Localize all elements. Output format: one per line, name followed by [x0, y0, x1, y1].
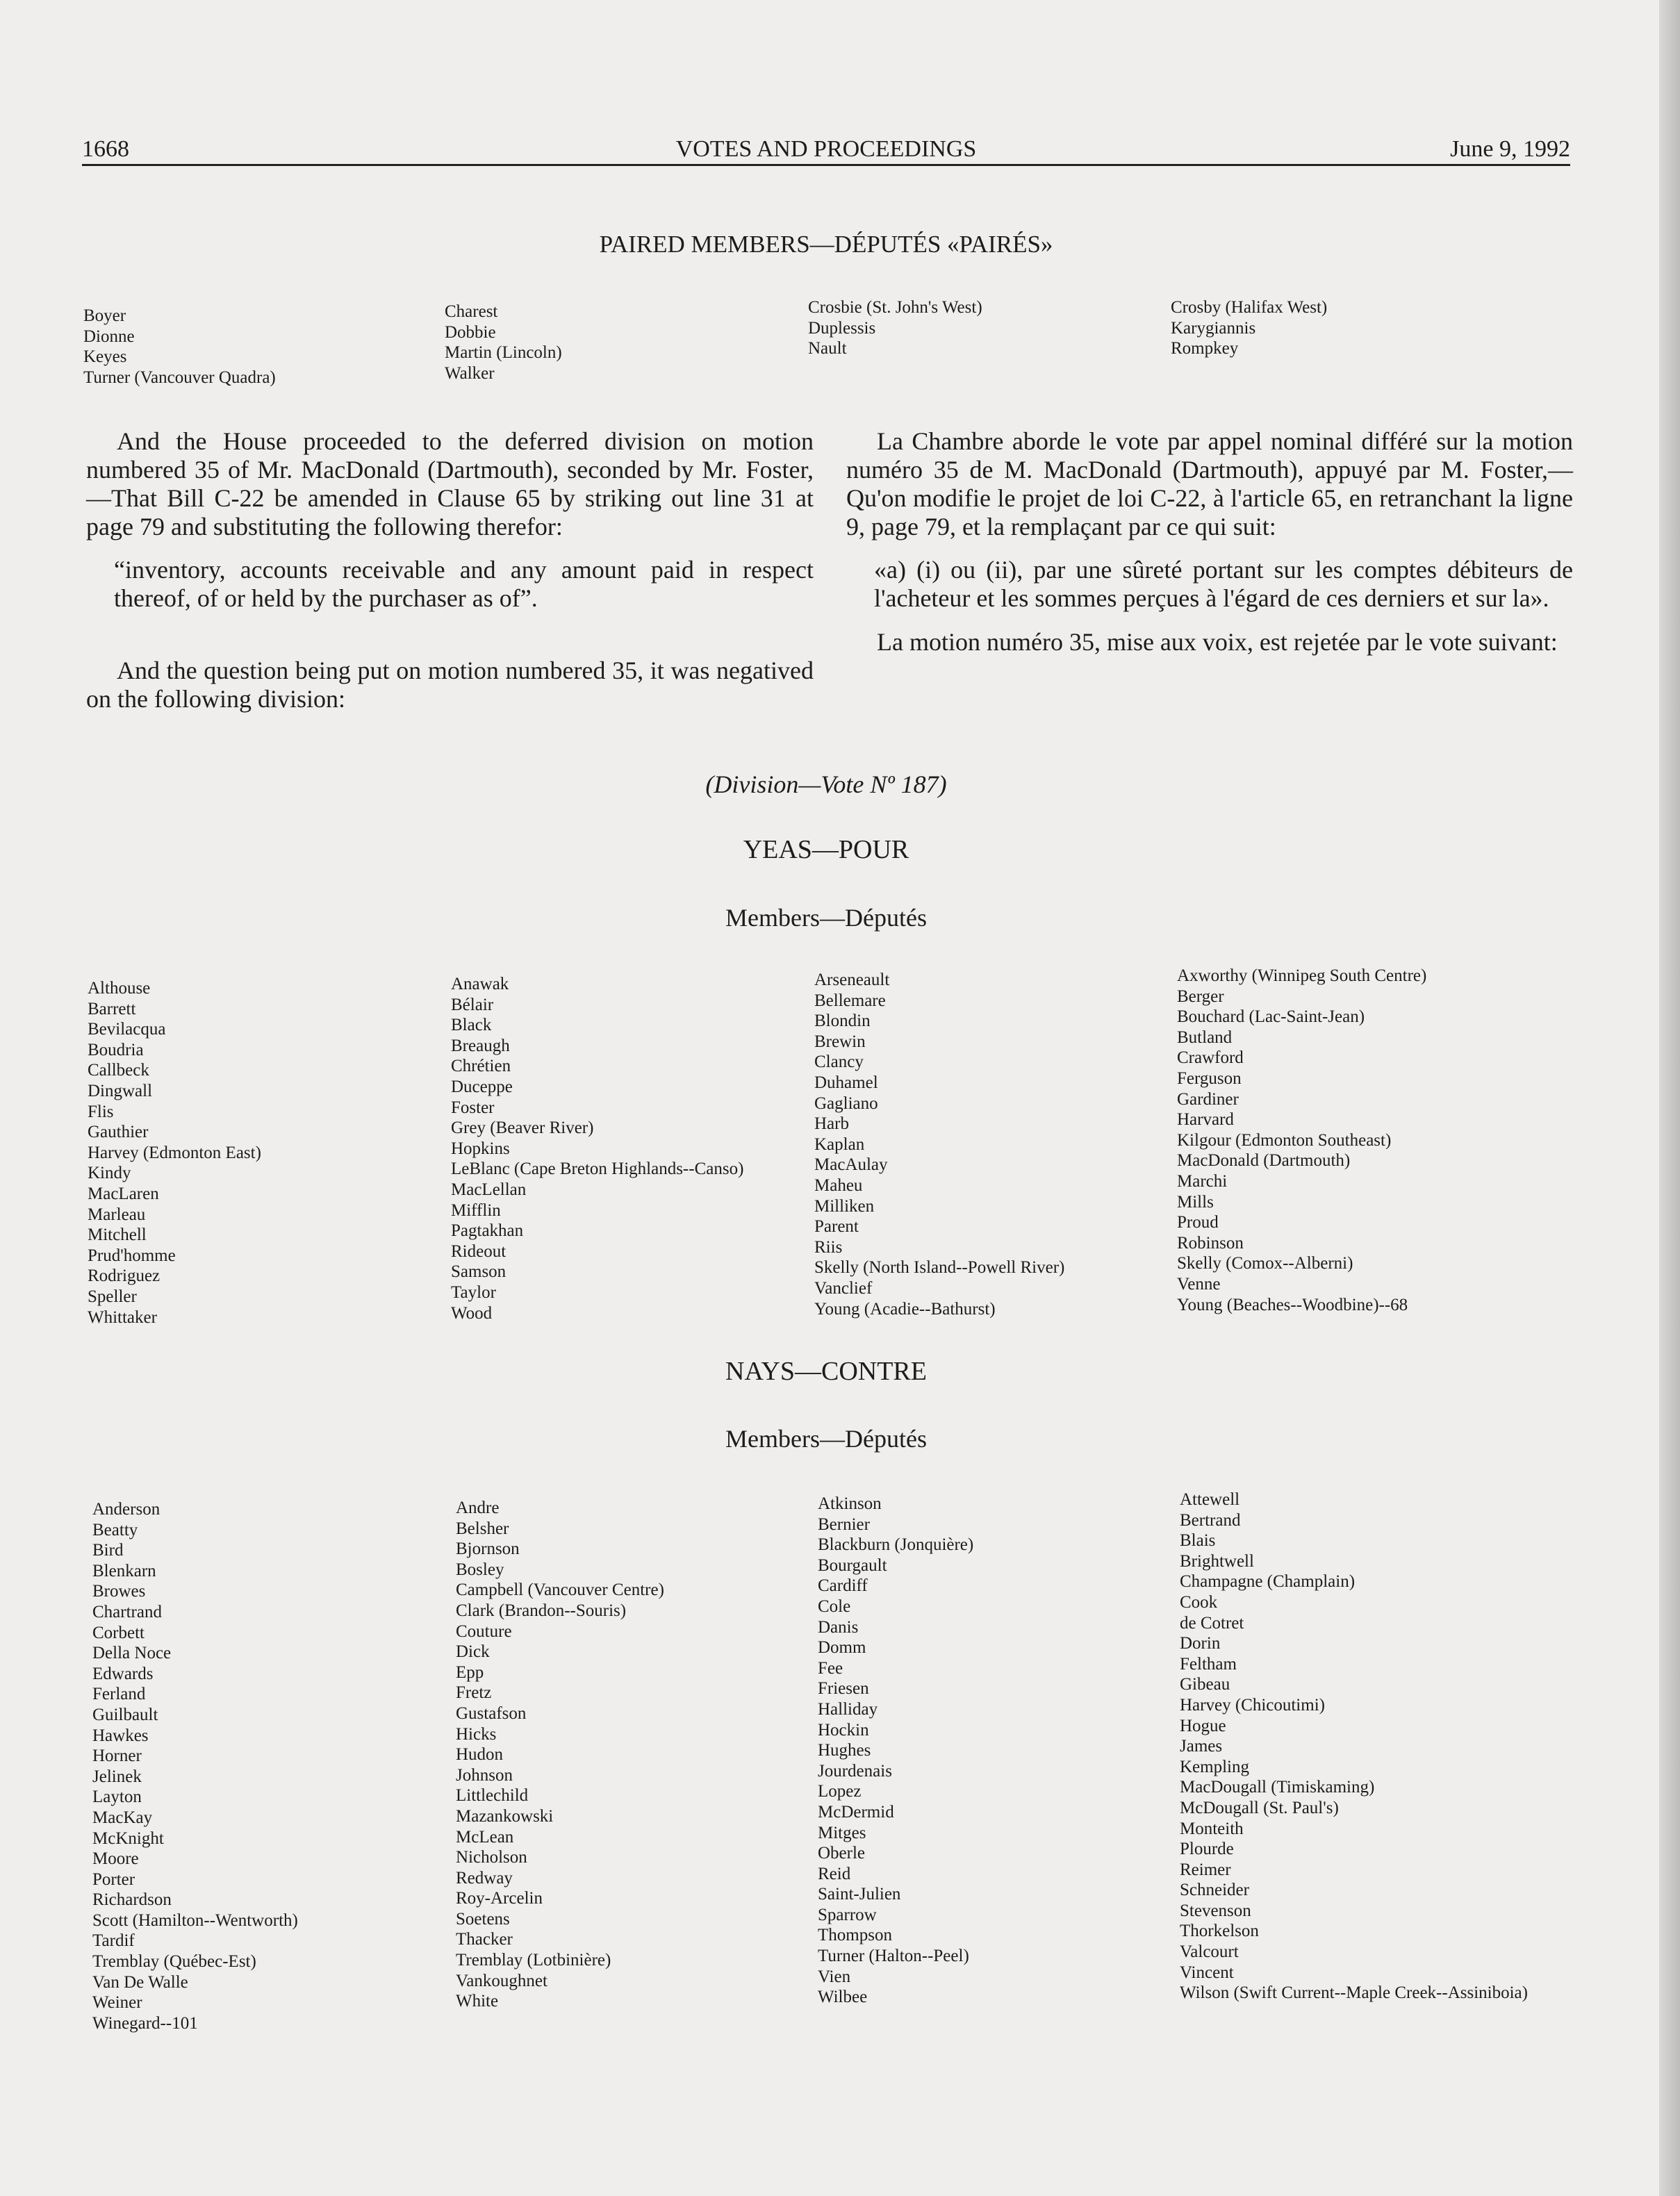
member-name: McDougall (St. Paul's) — [1180, 1798, 1339, 1817]
member-name: Harb — [814, 1114, 849, 1134]
member-name: Feltham — [1180, 1654, 1237, 1674]
member-name: Attewell — [1180, 1490, 1240, 1509]
member-name: Vanclief — [814, 1278, 873, 1298]
member-name: Harvey (Edmonton East) — [88, 1143, 261, 1162]
member-name: Belsher — [456, 1519, 509, 1538]
member-name: Prud'homme — [88, 1246, 176, 1265]
motion-en-quote: “inventory, accounts receivable and any amount paid in respect thereof, of or held by the purchaser as of”. — [114, 556, 814, 612]
member-name: Barrett — [88, 999, 136, 1018]
member-name: Vankoughnet — [456, 1971, 547, 1990]
member-name: Martin (Lincoln) — [445, 343, 562, 363]
member-name: Halliday — [818, 1699, 878, 1719]
member-name: Chartrand — [92, 1602, 162, 1621]
member-name: Della Noce — [92, 1644, 172, 1663]
member-name: Fee — [818, 1658, 843, 1678]
member-name: Porter — [92, 1869, 135, 1889]
member-name: Hopkins — [451, 1139, 510, 1158]
member-name: Campbell (Vancouver Centre) — [456, 1580, 664, 1600]
member-name: Gauthier — [88, 1123, 149, 1142]
member-name: Clancy — [814, 1052, 864, 1072]
member-name: Hughes — [818, 1741, 871, 1760]
member-name: Bouchard (Lac-Saint-Jean) — [1177, 1007, 1365, 1027]
yeas-column-2 — [451, 974, 743, 1323]
motion-fr-result: La motion numéro 35, mise aux voix, est rejetée par le vote suivant: — [877, 628, 1558, 656]
motion-en-result: And the question being put on motion numbered 35, it was negatived on the following division: — [86, 657, 814, 713]
member-name: Layton — [92, 1788, 142, 1807]
member-name: Blackburn (Jonquière) — [818, 1535, 974, 1555]
motion-english — [86, 427, 814, 713]
member-name: Rompkey — [1171, 339, 1239, 358]
member-name: Kindy — [88, 1164, 131, 1183]
member-name: Young (Acadie--Bathurst) — [814, 1299, 996, 1319]
paired-column-4 — [1171, 297, 1327, 359]
member-name: Kilgour (Edmonton Southeast) — [1177, 1130, 1392, 1150]
page-header — [82, 136, 1570, 166]
member-name: Charest — [445, 302, 498, 321]
member-name: Ferland — [92, 1685, 146, 1704]
member-name: Corbett — [92, 1623, 145, 1642]
member-name: Parent — [814, 1217, 859, 1237]
member-name: Brewin — [814, 1032, 866, 1051]
member-name: Walker — [445, 363, 495, 383]
nays-column-3 — [818, 1494, 973, 2008]
member-name: Vien — [818, 1967, 851, 1986]
member-name: Mitchell — [88, 1225, 147, 1245]
member-name: de Cotret — [1180, 1613, 1244, 1633]
member-name: Butland — [1177, 1027, 1233, 1047]
member-name: McLean — [456, 1827, 514, 1847]
member-name: Dorin — [1180, 1634, 1221, 1653]
member-name: Danis — [818, 1617, 859, 1637]
member-name: McDermid — [818, 1802, 894, 1822]
motion-french — [846, 427, 1573, 657]
member-name: LeBlanc (Cape Breton Highlands--Canso) — [451, 1159, 744, 1179]
member-name: Dick — [456, 1642, 490, 1662]
member-name: Crosbie (St. John's West) — [808, 298, 982, 317]
member-name: Harvard — [1177, 1110, 1234, 1130]
member-name: Althouse — [88, 979, 151, 998]
page-number: 1668 — [82, 136, 129, 162]
member-name: Roy-Arcelin — [456, 1889, 543, 1908]
member-name: Boyer — [83, 306, 126, 325]
member-name: Richardson — [92, 1890, 172, 1910]
member-name: Gagliano — [814, 1093, 878, 1113]
member-name: Littlechild — [456, 1786, 529, 1806]
member-name: Gibeau — [1180, 1675, 1230, 1694]
yeas-title: YEAS—POUR — [743, 835, 909, 864]
member-name: Clark (Brandon--Souris) — [456, 1601, 627, 1620]
member-name: Jelinek — [92, 1767, 142, 1786]
motion-fr-paragraph: La Chambre aborde le vote par appel nominal différé sur la motion numéro 35 de M. MacDonald (Dartmouth), appuyé par M. Foster,—Qu'on modifie le projet de loi C-22, à l'article 65, en retranchant la ligne 9, page 79, et la remplaçant par ce qui suit: — [846, 427, 1573, 540]
member-name: Riis — [814, 1237, 843, 1257]
member-name: Stevenson — [1180, 1901, 1251, 1920]
member-name: Maheu — [814, 1175, 863, 1195]
member-name: Beatty — [92, 1520, 138, 1539]
member-name: Dionne — [83, 327, 135, 346]
member-name: Ferguson — [1177, 1068, 1242, 1088]
member-name: Blondin — [814, 1012, 871, 1031]
division-title: (Division—Vote Nº 187) — [705, 770, 947, 798]
member-name: Brightwell — [1180, 1551, 1254, 1571]
yeas-column-4 — [1177, 966, 1426, 1315]
member-name: Schneider — [1180, 1881, 1249, 1900]
member-name: Friesen — [818, 1679, 869, 1699]
member-name: Weiner — [92, 1993, 142, 2013]
member-name: Rodriguez — [88, 1266, 160, 1286]
member-name: Crosby (Halifax West) — [1171, 298, 1328, 317]
member-name: Duceppe — [451, 1077, 513, 1096]
member-name: Callbeck — [88, 1061, 149, 1080]
member-name: Crawford — [1177, 1048, 1244, 1068]
member-name: Champagne (Champlain) — [1180, 1572, 1356, 1592]
member-name: Horner — [92, 1747, 142, 1766]
member-name: MacKay — [92, 1808, 153, 1827]
member-name: Thacker — [456, 1930, 513, 1949]
member-name: Anawak — [451, 975, 509, 993]
member-name: Pagtakhan — [451, 1221, 524, 1241]
member-name: Reimer — [1180, 1860, 1231, 1879]
member-name: Duplessis — [808, 318, 876, 338]
member-name: Atkinson — [818, 1494, 882, 1513]
member-name: Oberle — [818, 1844, 866, 1863]
member-name: Epp — [456, 1662, 484, 1682]
motion-en-paragraph: And the House proceeded to the deferred division on motion numbered 35 of Mr. MacDonald (Dartmouth), seconded by Mr. Foster,—That Bill C-22 be amended in Clause 65 by striking out line 31 at page 79 and substituting the following therefor: — [86, 427, 814, 540]
member-name: Breaugh — [451, 1036, 510, 1055]
member-name: Scott (Hamilton--Wentworth) — [92, 1910, 298, 1930]
member-name: Jourdenais — [818, 1761, 892, 1781]
member-name: Kaplan — [814, 1134, 865, 1154]
member-name: Chrétien — [451, 1057, 511, 1076]
member-name: Domm — [818, 1638, 866, 1658]
member-name: Marchi — [1177, 1171, 1228, 1191]
member-name: Sparrow — [818, 1905, 877, 1924]
member-name: Thorkelson — [1180, 1922, 1259, 1941]
member-name: Tardif — [92, 1931, 135, 1951]
member-name: Soetens — [456, 1909, 510, 1929]
member-name: Bélair — [451, 995, 494, 1014]
paired-members-title: PAIRED MEMBERS—DÉPUTÉS «PAIRÉS» — [599, 231, 1053, 258]
page-date: June 9, 1992 — [1450, 136, 1570, 162]
member-name: Bourgault — [818, 1555, 887, 1575]
nays-title: NAYS—CONTRE — [725, 1357, 927, 1386]
member-name: Blenkarn — [92, 1561, 156, 1580]
member-name: Robinson — [1177, 1233, 1244, 1253]
member-name: Foster — [451, 1098, 495, 1117]
member-name: Black — [451, 1016, 492, 1035]
member-name: Axworthy (Winnipeg South Centre) — [1177, 966, 1427, 985]
yeas-column-1 — [88, 978, 261, 1328]
member-name: Flis — [88, 1102, 114, 1121]
member-name: Vincent — [1180, 1963, 1234, 1982]
member-name: Blais — [1180, 1531, 1216, 1551]
member-name: Couture — [456, 1621, 512, 1641]
member-name: Cole — [818, 1596, 851, 1616]
member-name: Bevilacqua — [88, 1020, 166, 1039]
page-edge-shadow — [1659, 0, 1680, 2196]
member-name: Cardiff — [818, 1576, 868, 1596]
member-name: Bird — [92, 1541, 124, 1560]
member-name: Samson — [451, 1262, 507, 1282]
member-name: Nault — [808, 339, 847, 358]
member-name: Johnson — [456, 1765, 513, 1785]
member-name: Redway — [456, 1868, 513, 1888]
member-name: Grey (Beaver River) — [451, 1118, 594, 1138]
member-name: Tremblay (Lotbinière) — [456, 1951, 611, 1970]
yeas-subtitle: Members—Députés — [725, 904, 927, 932]
member-name: Speller — [88, 1287, 137, 1306]
member-name: Harvey (Chicoutimi) — [1180, 1695, 1325, 1715]
member-name: Mazankowski — [456, 1806, 554, 1826]
yeas-column-3 — [814, 970, 1064, 1319]
member-name: Gustafson — [456, 1703, 527, 1723]
member-name: Thompson — [818, 1926, 892, 1945]
member-name: Valcourt — [1180, 1942, 1239, 1962]
member-name: Bellemare — [814, 991, 886, 1010]
member-name: Kempling — [1180, 1757, 1249, 1776]
member-name: Hawkes — [92, 1726, 149, 1745]
member-name: Tremblay (Québec-Est) — [92, 1952, 256, 1972]
member-name: Boudria — [88, 1040, 144, 1059]
paired-column-3 — [808, 297, 982, 359]
running-title: VOTES AND PROCEEDINGS — [675, 136, 977, 162]
member-name: Van De Walle — [92, 1972, 188, 1992]
nays-subtitle: Members—Députés — [725, 1425, 927, 1453]
member-name: Skelly (Comox--Alberni) — [1177, 1254, 1353, 1273]
member-name: Anderson — [92, 1500, 160, 1519]
member-name: MacLellan — [451, 1180, 527, 1199]
nays-column-1 — [92, 1499, 298, 2033]
member-name: Reid — [818, 1864, 851, 1883]
nays-column-2 — [456, 1498, 664, 2012]
member-name: Skelly (North Island--Powell River) — [814, 1258, 1065, 1278]
member-name: MacAulay — [814, 1155, 888, 1175]
member-name: Nicholson — [456, 1848, 527, 1867]
member-name: Bertrand — [1180, 1510, 1241, 1530]
member-name: Bernier — [818, 1514, 870, 1534]
member-name: Karygiannis — [1171, 318, 1256, 338]
member-name: Andre — [456, 1499, 500, 1517]
member-name: James — [1180, 1737, 1223, 1756]
member-name: MacDonald (Dartmouth) — [1177, 1151, 1351, 1171]
member-name: Young (Beaches--Woodbine)--68 — [1177, 1295, 1408, 1314]
member-name: Mifflin — [451, 1200, 501, 1220]
member-name: Wilbee — [818, 1988, 868, 2007]
member-name: Browes — [92, 1582, 146, 1601]
member-name: Monteith — [1180, 1819, 1244, 1838]
member-name: Dobbie — [445, 322, 496, 342]
member-name: Hicks — [456, 1724, 497, 1744]
member-name: MacLaren — [88, 1184, 159, 1203]
member-name: Whittaker — [88, 1307, 157, 1327]
member-name: Hudon — [456, 1745, 504, 1765]
member-name: Winegard--101 — [92, 2013, 198, 2033]
member-name: Arseneault — [814, 971, 890, 989]
member-name: Turner (Halton--Peel) — [818, 1947, 969, 1966]
member-name: Bosley — [456, 1560, 504, 1579]
member-name: Dingwall — [88, 1081, 153, 1100]
member-name: Guilbault — [92, 1705, 158, 1724]
member-name: Berger — [1177, 986, 1224, 1006]
member-name: Saint-Julien — [818, 1885, 901, 1904]
member-name: Plourde — [1180, 1840, 1234, 1859]
member-name: White — [456, 1992, 499, 2011]
paired-column-1 — [83, 306, 276, 388]
member-name: Taylor — [451, 1282, 496, 1302]
member-name: Edwards — [92, 1664, 154, 1683]
motion-fr-quote: «a) (i) ou (ii), par une sûreté portant sur les comptes débiteurs de l'acheteur et les sommes perçues à l'égard de ces derniers et sur la». — [874, 556, 1573, 612]
member-name: Venne — [1177, 1274, 1221, 1294]
member-name: Wood — [451, 1303, 493, 1323]
member-name: Wilson (Swift Current--Maple Creek--Assiniboia) — [1180, 1983, 1528, 2003]
member-name: Lopez — [818, 1782, 862, 1801]
member-name: MacDougall (Timiskaming) — [1180, 1778, 1375, 1797]
member-name: Mills — [1177, 1192, 1214, 1212]
member-name: Bjornson — [456, 1539, 520, 1559]
member-name: Turner (Vancouver Quadra) — [83, 368, 276, 387]
member-name: McKnight — [92, 1828, 164, 1848]
nays-column-4 — [1180, 1489, 1528, 2004]
paired-column-2 — [445, 302, 562, 383]
member-name: Gardiner — [1177, 1089, 1239, 1109]
member-name: Milliken — [814, 1196, 875, 1216]
member-name: Hockin — [818, 1720, 869, 1740]
member-name: Fretz — [456, 1683, 492, 1703]
member-name: Proud — [1177, 1213, 1219, 1232]
member-name: Marleau — [88, 1205, 146, 1224]
member-name: Mitges — [818, 1823, 866, 1842]
member-name: Hogue — [1180, 1716, 1226, 1735]
member-name: Duhamel — [814, 1073, 878, 1092]
member-name: Rideout — [451, 1241, 507, 1261]
member-name: Moore — [92, 1849, 139, 1869]
member-name: Cook — [1180, 1592, 1218, 1612]
member-name: Keyes — [83, 347, 127, 367]
